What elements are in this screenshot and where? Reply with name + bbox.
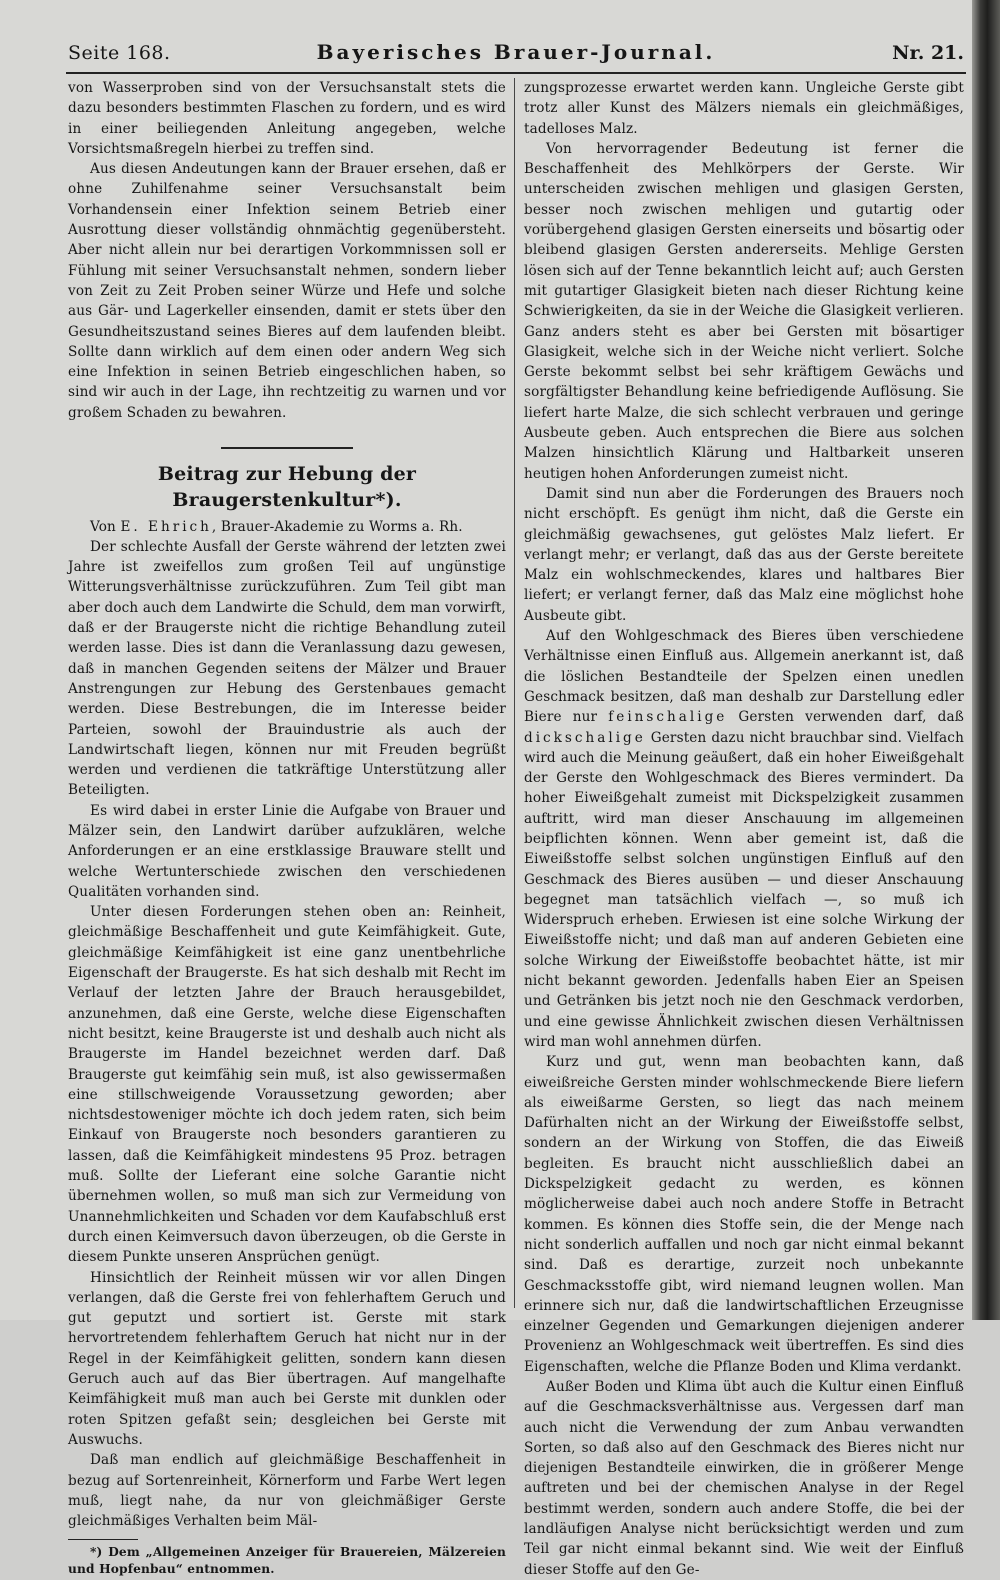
page-edge-shadow [972, 0, 1000, 1320]
spaced-term: dickschalige [524, 729, 646, 746]
paragraph [524, 626, 964, 1052]
right-column [524, 78, 964, 1580]
article-title: Beitrag zur Hebung der Braugerstenkultur*). [157, 462, 417, 511]
text-run: Gersten verwenden darf, daß [738, 709, 964, 726]
spaced-term: feinschalige [608, 709, 728, 726]
paragraph: Außer Boden und Klima übt auch die Kultur einen Einfluß auf die Geschmacksverhältnisse aus. Vergessen darf man auch nicht die Verwendung der zum Anbau verwandten Sorten, so daß also auf den Geschmack des Bieres nicht nur diejenigen Bestandteile einwirken, die in größerer Menge auftreten und bei der chemischen Analyse in der Regel bestimmt werden, sondern auch andere Stoffe, die bei der landläufigen Analyse nicht berücksichtigt werden und zum Teil gar nicht einmal bekannt sind. Wie weit der Einfluß dieser Stoffe auf den Ge- [524, 1379, 964, 1578]
issue-number: Nr. 21. [892, 42, 964, 64]
paragraph: Daß man endlich auf gleichmäßige Beschaffenheit in bezug auf Sortenreinheit, Körnerform und Farbe Wert legen muß, liegt nahe, da nur von gleichmäßiger Gerste gleichmäßiges Verhalten beim Mäl- [68, 1452, 506, 1530]
byline [68, 517, 506, 537]
byline-affiliation: , Brauer-Akademie zu Worms a. Rh. [211, 518, 463, 535]
paragraph: Hinsichtlich der Reinheit müssen wir vor allen Dingen verlangen, daß die Gerste frei von fehlerhaftem Geruch und gut geputzt und sortiert ist. Gerste mit stark hervortretendem fehlerhaftem Geruch hat nicht nur in der Regel in der Keimfähigkeit gelitten, sondern kann diesen Geruch auch auf das Bier übertragen. Auf mangelhafte Keimfähigkeit muß man auch bei Gerste mit dunklen oder roten Spitzen gefaßt sein; desgleichen bei Gerste mit Auswuchs. [68, 1269, 506, 1448]
paragraph: zungsprozesse erwartet werden kann. Ungleiche Gerste gibt trotz aller Kunst des Mälzers niemals ein gleichmäßiges, tadelloses Malz. [524, 80, 964, 137]
page-number: Seite 168. [68, 42, 171, 64]
header-rule [66, 72, 966, 74]
byline-author: E. Ehrich [120, 518, 212, 535]
paragraph: von Wasserproben sind von der Versuchsanstalt stets die dazu besonders bestimmten Flaschen zu fordern, und es wird in einer beiliegenden Anleitung angegeben, welche Vorsichtsmaßregeln hierbei zu treffen sind. [68, 80, 506, 157]
left-column [68, 78, 506, 1578]
page-header [68, 40, 964, 70]
paragraph: Kurz und gut, wenn man beobachten kann, daß eiweißreiche Gersten minder wohlschmeckende Biere liefern als eiweißarme Gersten, so liegt das nach meinem Dafürhalten nicht an der Wirkung der Eiweißstoffe selbst, sondern an der Wirkung von Stoffen, die das Eiweiß begleiten. Es braucht nicht ausschließlich dabei an Dickspelzigkeit gedacht zu werden, es können möglicherweise dabei auch noch andere Stoffe in Betracht kommen. Es können dies Stoffe sein, die der Menge nach nicht sonderlich auffallen und noch gar nicht einmal bekannt sind. Daß es derartige, zurzeit noch unbekannte Geschmacksstoffe gibt, wird niemand leugnen wollen. Man erinnere sich nur, daß die landwirtschaftlichen Erzeugnisse einzelner Gegenden und Gemarkungen diejenigen anderer Provenienz an Wohlgeschmack weit übertreffen. Es sind dies Eigenschaften, welche die Pflanze Boden und Klima verdankt. [524, 1054, 964, 1375]
section-divider [221, 447, 353, 449]
footnote: *) Dem „Allgemeinen Anzeiger für Brauereien, Mälzereien und Hopfenbau“ entnommen. [68, 1545, 506, 1577]
paragraph: Aus diesen Andeutungen kann der Brauer ersehen, daß er ohne Zuhilfenahme seiner Versuchsanstalt beim Vorhandensein einer Infektion seinem Betrieb einer Ausrottung dieser vollständig ohnmächtig gegenübersteht. Aber nicht allein nur bei derartigen Vorkommnissen soll er Fühlung mit seiner Versuchsanstalt nehmen, sondern lieber von Zeit zu Zeit Proben seiner Würze und Hefe und solche aus Gär- und Lagerkeller einsenden, damit er stets über den Gesundheitszustand seines Bieres auf dem laufenden bleibt. Sollte dann wirklich auf dem einen oder andern Weg sich eine Infektion in seinen Betrieb eingeschlichen haben, so sind wir auch in der Lage, ihn rechtzeitig zu warnen und vor großem Schaden zu bewahren. [68, 161, 506, 421]
byline-prefix: Von [90, 518, 116, 535]
paragraph: Von hervorragender Bedeutung ist ferner die Beschaffenheit des Mehlkörpers der Gerste. Wir unterscheiden zwischen mehligen und glasigen Gersten, besser noch zwischen mehligen und gutartig oder vorübergehend glasigen Gersten einerseits und bösartig oder bleibend glasigen Gersten andererseits. Mehlige Gersten lösen sich auf der Tenne bekanntlich leicht auf; auch Gersten mit gutartiger Glasigkeit bieten nach dieser Richtung keine Schwierigkeiten, da sie in der Weiche die Glasigkeit verlieren. Ganz anders steht es aber bei Gersten mit bösartiger Glasigkeit, welche sich in der Weiche nicht verliert. Solche Gerste bekommt selbst bei sehr kräftigem Gewächs und sorgfältigster Behandlung keine befriedigende Auflösung. Sie liefert harte Malze, die sich schlecht verbrauen und geringe Ausbeute geben. Auch entsprechen die Biere aus solchen Malzen hinsichtlich Klärung und Haltbarkeit unseren heutigen hohen Anforderungen zumeist nicht. [524, 140, 964, 482]
journal-title: Bayerisches Brauer-Journal. [316, 40, 716, 64]
paragraph: Es wird dabei in erster Linie die Aufgabe von Brauer und Mälzer sein, den Landwirt darüber aufzuklären, welche Anforderungen er an eine erstklassige Brauware stellt und welche Wertunterschiede zwischen den verschiedenen Qualitäten vorhanden sind. [68, 802, 506, 900]
text-run: Gersten dazu nicht brauchbar sind. Vielfach wird auch die Meinung geäußert, daß ein hoher Eiweißgehalt der Gerste den Wohlgeschmack des Bieres vermindert. Da hoher Eiweißgehalt zumeist mit Dickspelzigkeit zusammen auftritt, wird man dieser Anschauung im allgemeinen beipflichten können. Wenn aber gemeint ist, daß die Eiweißstoffe selbst solchen ungünstigen Einfluß auf den Geschmack des Bieres ausüben — und dieser Anschauung begegnet man tatsächlich vielfach —, so muß ich Widerspruch erheben. Erwiesen ist eine solche Wirkung der Eiweißstoffe nicht; und daß man auf anderen Gebieten eine solche Wirkung der Eiweißstoffe beobachtet hätte, ist mir nicht bekannt geworden. Jedenfalls haben Eier an Speisen und Getränken bis jetzt noch nie den Geschmack verdorben, und eine gewisse Ähnlichkeit zwischen diesen Verhältnissen wird man wohl annehmen dürfen. [524, 729, 964, 1050]
footnote-rule [68, 1539, 138, 1540]
paragraph: Der schlechte Ausfall der Gerste während der letzten zwei Jahre ist zweifellos zum großen Teil auf ungünstige Witterungsverhältnisse zurückzuführen. Zum Teil gibt man aber doch auch dem Landwirte die Schuld, dem man vorwirft, daß er der Braugerste nicht die richtige Behandlung zuteil werden lasse. Dies ist dann die Veranlassung dazu gewesen, daß in manchen Gegenden seitens der Mälzer und Brauer Anstrengungen zur Hebung des Gerstenbaues gemacht werden. Diese Bestrebungen, die im Interesse beider Parteien, sowohl der Brauindustrie als auch der Landwirtschaft liegen, können nur mit Freuden begrüßt werden und verdienen die tatkräftige Unterstützung aller Beteiligten. [68, 538, 506, 799]
text-run: Auf den Wohlgeschmack des Bieres üben verschiedene Verhältnisse einen Einfluß aus. Allgemein anerkannt ist, daß die löslichen Bestandteile der Spelzen einen unedlen Geschmack besitzen, daß man deshalb zur Darstellung edler Biere nur [524, 628, 964, 726]
column-separator [514, 78, 515, 1308]
paragraph: Damit sind nun aber die Forderungen des Brauers noch nicht erschöpft. Es genügt ihm nicht, daß die Gerste ein gleichmäßig gewachsenes, gut gelöstes Malz liefert. Er verlangt mehr; er verlangt, daß das aus der Gerste bereitete Malz ein wohlschmeckendes, klares und haltbares Bier liefert; er verlangt ferner, daß das Malz eine möglichst hohe Ausbeute gibt. [524, 485, 964, 624]
paragraph: Unter diesen Forderungen stehen oben an: Reinheit, gleichmäßige Beschaffenheit und gute Keimfähigkeit. Gute, gleichmäßige Keimfähigkeit ist eine ganz unentbehrliche Eigenschaft der Braugerste. Es hat sich deshalb mit Recht im Verlauf der letzten Jahre der Brauch herausgebildet, anzunehmen, daß eine Gerste, welche diese Eigenschaften nicht besitzt, keine Braugerste ist und deshalb auch nicht als Braugerste im Handel bezeichnet werden darf. Daß Braugerste gut keimfähig sein muß, ist also gewissermaßen eine stillschweigende Voraussetzung geworden; aber nichtsdestoweniger möchte ich doch jedem raten, sich beim Einkauf von Braugerste noch besonders garantieren zu lassen, daß die Keimfähigkeit mindestens 95 Proz. betragen muß. Sollte der Lieferant eine solche Garantie nicht übernehmen wollen, so muß man sich zur Vermeidung von Unannehmlichkeiten und Schaden vor dem Kaufabschluß erst durch einen Keimversuch davon überzeugen, ob die Gerste in diesem Punkte unseren Ansprüchen genügt. [68, 904, 506, 1266]
